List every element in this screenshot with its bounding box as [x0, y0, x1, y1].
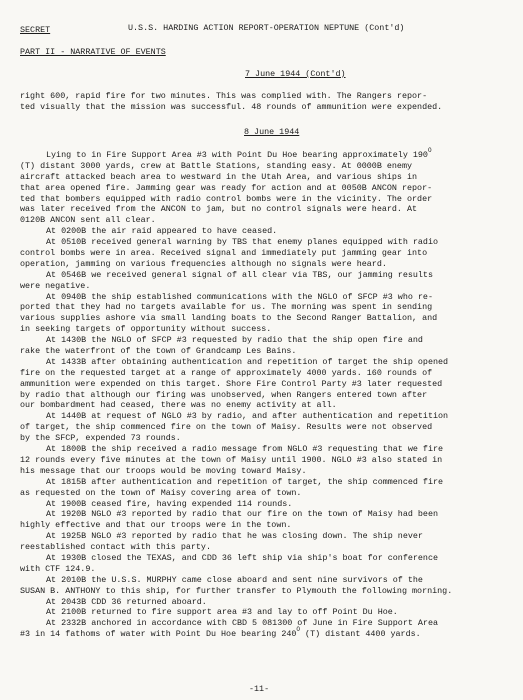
paragraph-line [20, 324, 512, 335]
paragraph-line [20, 411, 512, 422]
paragraph-line [20, 172, 512, 183]
paragraph-line [20, 553, 512, 564]
line-text: At 1433B after obtaining authentication and repetition of target the ship opened [46, 356, 449, 367]
section-date-8-june: 8 June 1944 [244, 127, 300, 137]
paragraph-line [20, 368, 512, 379]
line-text: various supplies ashore via small landing boats to the Second Ranger Battalion, and [20, 313, 438, 324]
line-text: At 1930B closed the TEXAS, and CDD 36 left ship via ship's boat for conference [46, 552, 439, 563]
paragraph-line [20, 270, 512, 281]
section-8-june-text [20, 147, 512, 640]
paragraph-line [20, 499, 512, 510]
line-text: our bombardment had ceased, there was no enemy activity at all. [20, 400, 337, 411]
page-number: -11- [249, 684, 270, 694]
paragraph-line [20, 281, 512, 292]
paragraph-line [20, 618, 512, 629]
paragraph-line [20, 346, 512, 357]
section-date-7-june: 7 June 1944 (Cont'd) [245, 69, 346, 79]
line-text: #3 in 14 fathoms of water with Point Du Hoe bearing 240 [20, 629, 297, 640]
paragraph-line [20, 248, 512, 259]
paragraph-line [20, 455, 512, 466]
line-text: of target, the ship commenced fire on the town of Maisy. Results were not observed [20, 422, 433, 433]
line-text: At 0940B the ship established communications with the NGLO of SFCP #3 who re- [46, 291, 433, 302]
line-text: was later received from the ANCON to jam, but no control signals were heard. At [20, 204, 418, 215]
line-text: by the SFCP, expended 73 rounds. [20, 433, 181, 444]
paragraph-line [20, 194, 512, 205]
line-text: At 1800B the ship received a radio message from NGLO #3 requesting that we fire [46, 444, 444, 455]
line-text: 12 rounds every five minutes at the town of Maisy until 1900. NGLO #3 also stated in [20, 454, 443, 465]
paragraph-line [20, 147, 512, 161]
paragraph-line [20, 302, 512, 313]
line-text: ted that bombers equipped with radio control bombs were in the vicinity. The order [20, 193, 433, 204]
paragraph-line [20, 626, 512, 640]
degree-mark: O [296, 626, 301, 634]
line-text: 0120B ANCON sent all clear. [20, 215, 156, 226]
paragraph-line [20, 542, 512, 553]
degree-mark: O [427, 147, 432, 155]
line-text: with CTF 124.9. [20, 563, 96, 574]
line-text: that area opened fire. Jamming gear was ready for action and at 0050B ANCON repor- [20, 182, 433, 193]
paragraph-line [20, 531, 512, 542]
paragraph-line [20, 586, 512, 597]
paragraph-line [20, 390, 512, 401]
paragraph-line [20, 335, 512, 346]
paragraph-line [20, 509, 512, 520]
line-text: as requested on the town of Maisy covering area of town. [20, 487, 302, 498]
paragraph-line [20, 597, 512, 608]
line-text: At 1920B NGLO #3 reported by radio that our fire on the town of Maisy had been [46, 509, 439, 520]
paragraph-line [20, 433, 512, 444]
line-text: At 1900B ceased fire, having expended 114 rounds. [46, 498, 293, 509]
paragraph-line [20, 259, 512, 270]
line-text: rake the waterfront of the town of Grandcamp Les Bains. [20, 346, 297, 357]
paragraph-line [20, 488, 512, 499]
line-text: ported that they had no targets available for us. The morning was spent in sending [20, 302, 433, 313]
line-text: (T) distant 3000 yards, crew at Battle Stations, standing easy. At 0000B enemy [20, 160, 413, 171]
line-text: At 0546B we received general signal of all clear via TBS, our jamming results [46, 269, 433, 280]
paragraph-line [20, 204, 512, 215]
paragraph-line: right 600, rapid fire for two minutes. This was complied with. The Rangers repor- [20, 91, 428, 101]
line-text: At 2332B anchored in accordance with CBD 5 081300 of June in Fire Support Area [46, 618, 439, 629]
line-text: reestablished contact with this party. [20, 542, 211, 553]
line-text: highly effective and that our troops were in the town. [20, 520, 292, 531]
paragraph-line [20, 379, 512, 390]
paragraph-line [20, 161, 512, 172]
paragraph-line [20, 564, 512, 575]
line-text: were negative. [20, 280, 91, 291]
section-7-june-text [20, 91, 510, 113]
line-text: At 2043B CDD 36 returned aboard. [46, 596, 207, 607]
line-text: SUSAN B. ANTHONY to this ship, for further transfer to Plymouth the following morning. [20, 585, 453, 596]
paragraph-line: ted visually that the mission was successful. 48 rounds of ammunition were expended. [20, 101, 443, 112]
line-text: by radio that although our firing was unobserved, when Rangers entered town after [20, 389, 428, 400]
line-text: operation, jamming on various frequencies although no signals were heard. [20, 258, 387, 269]
line-text: At 0200B the air raid appeared to have ceased. [46, 226, 278, 237]
line-text: in seeking targets of opportunity without success. [20, 324, 272, 335]
paragraph-line [20, 215, 512, 226]
paragraph-line [20, 477, 512, 488]
line-text: his message that our troops would be moving toward Maisy. [20, 465, 307, 476]
paragraph-line [20, 607, 512, 618]
line-text: aircraft attacked beach area to westward in the Utah Area, and various ships in [20, 171, 418, 182]
paragraph-line [20, 292, 512, 303]
paragraph-line [20, 183, 512, 194]
line-text: At 1430B the NGLO of SFCP #3 requested by radio that the ship open fire and [46, 335, 423, 346]
line-text: At 0510B received general warning by TBS that enemy planes equipped with radio [46, 237, 439, 248]
paragraph-line [20, 444, 512, 455]
paragraph-line [20, 400, 512, 411]
report-title: U.S.S. HARDING ACTION REPORT-OPERATION NEPTUNE (Cont'd) [128, 23, 405, 33]
part-heading: PART II - NARRATIVE OF EVENTS [20, 47, 166, 57]
line-text: At 2010B the U.S.S. MURPHY came close aboard and sent nine survivors of the [46, 574, 423, 585]
line-text: At 1440B at request of NGLO #3 by radio, and after authentication and repetition [46, 411, 449, 422]
paragraph-line [20, 466, 512, 477]
line-text: fire on the requested target at a range of approximately 4000 yards. 160 rounds of [20, 367, 433, 378]
paragraph-line [20, 520, 512, 531]
classification-label: SECRET [20, 25, 51, 35]
line-text: At 2100B returned to fire support area #3 and lay to off Point Du Hoe. [46, 607, 398, 618]
paragraph-line [20, 357, 512, 368]
paragraph-line [20, 313, 512, 324]
paragraph-line [20, 422, 512, 433]
paragraph-line [20, 575, 512, 586]
line-text: At 1815B after authentication and repetition of target, the ship commenced fire [46, 476, 444, 487]
line-text: At 1925B NGLO #3 reported by radio that he was closing down. The ship never [46, 531, 423, 542]
line-text: control bombs were in area. Received signal and immediately put jamming gear into [20, 248, 428, 259]
paragraph-line [20, 226, 512, 237]
line-text: ammunition were expended on this target. Shore Fire Control Party #3 later requested [20, 378, 443, 389]
paragraph-line [20, 237, 512, 248]
line-text-tail: (T) distant 4400 yards. [300, 629, 421, 640]
line-text: Lying to in Fire Support Area #3 with Point Du Hoe bearing approximately 190 [46, 150, 428, 160]
